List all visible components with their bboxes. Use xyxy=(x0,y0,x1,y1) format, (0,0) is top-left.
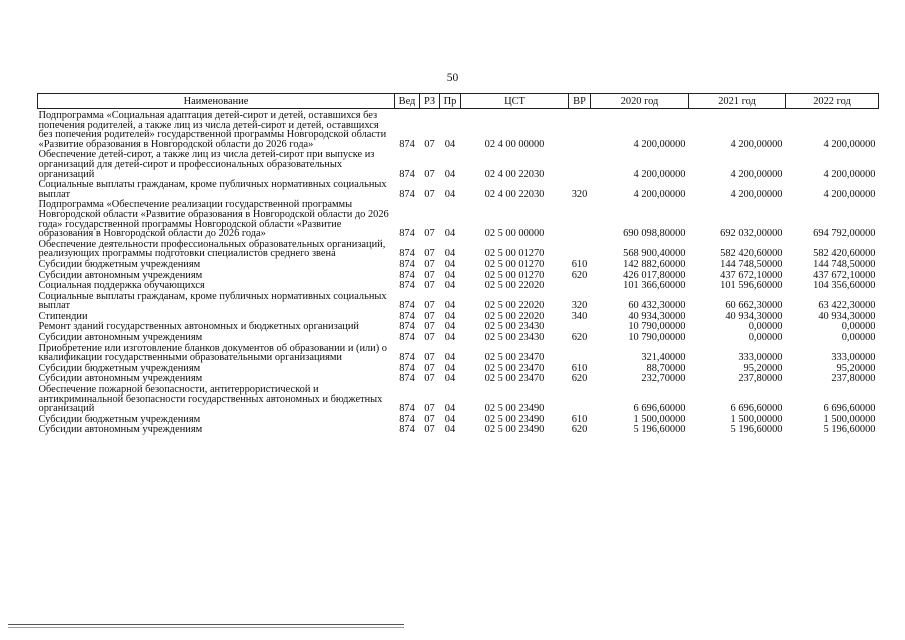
cell-2022: 4 200,00000 xyxy=(823,138,876,150)
cell-cst: 02 5 00 23470 xyxy=(484,362,545,374)
cell-2022: 4 200,00000 xyxy=(823,168,876,180)
cell-2021: 40 934,30000 xyxy=(725,310,783,322)
cell-rz: 07 xyxy=(424,228,435,240)
cell-pr: 04 xyxy=(444,138,456,150)
cell-vr xyxy=(569,240,591,260)
cell-name: Субсидии автономным учреждениям xyxy=(38,269,203,281)
cell-2022: 104 356,60000 xyxy=(813,280,876,292)
cell-2020: 232,70000 xyxy=(641,373,686,385)
table-row xyxy=(38,240,879,260)
cell-2021: 0,00000 xyxy=(748,321,783,333)
cell-2021: 1 500,00000 xyxy=(730,413,783,425)
table-row xyxy=(38,200,879,239)
cell-ved: 874 xyxy=(399,258,415,270)
footer-rule-secondary xyxy=(8,627,404,628)
cell-vr: 320 xyxy=(571,300,588,312)
header-cst: ЦСТ xyxy=(461,94,569,109)
cell-cst: 02 5 00 23490 xyxy=(484,424,545,436)
cell-pr: 04 xyxy=(444,188,456,200)
cell-rz: 07 xyxy=(424,424,435,436)
cell-2020: 1 500,00000 xyxy=(633,413,686,425)
cell-rz: 07 xyxy=(424,362,435,374)
page-number: 50 xyxy=(446,72,459,84)
cell-ved: 874 xyxy=(399,373,415,385)
cell-vr: 620 xyxy=(571,373,588,385)
cell-name: Подпрограмма «Обеспечение реализации государственной программы Новгородской области «Развитие образования в Новгородской области до 2026 года» государственной программы Новгородской области «Развитие образования в Новгородской области до 2026 года» xyxy=(38,199,389,240)
cell-2020: 321,40000 xyxy=(641,352,686,364)
header-vr: ВР xyxy=(569,94,591,109)
cell-rz: 07 xyxy=(424,352,435,364)
cell-pr: 04 xyxy=(444,403,456,415)
cell-rz: 07 xyxy=(424,321,435,333)
cell-2021: 5 196,60000 xyxy=(730,424,783,436)
cell-vr: 610 xyxy=(571,258,588,270)
cell-name: Обеспечение деятельности профессиональных образовательных организаций, реализующих программы подготовки специалистов среднего звена xyxy=(38,238,386,260)
cell-rz: 07 xyxy=(424,168,435,180)
header-ved: Вед xyxy=(395,94,420,109)
table-row xyxy=(38,180,879,200)
header-name: Наименование xyxy=(38,94,395,109)
header-2020: 2020 год xyxy=(591,94,689,109)
cell-cst: 02 5 00 01270 xyxy=(484,258,545,270)
cell-cst: 02 4 00 00000 xyxy=(484,138,545,150)
cell-2022: 144 748,50000 xyxy=(813,258,876,270)
budget-table xyxy=(37,93,879,436)
cell-vr: 320 xyxy=(571,188,588,200)
cell-2020: 101 366,60000 xyxy=(623,280,686,292)
cell-vr: 610 xyxy=(571,362,588,374)
cell-cst: 02 5 00 23470 xyxy=(484,373,545,385)
cell-pr: 04 xyxy=(444,300,456,312)
table-row xyxy=(38,344,879,364)
cell-2021: 144 748,50000 xyxy=(720,258,783,270)
cell-vr xyxy=(569,109,591,151)
cell-cst: 02 5 00 22020 xyxy=(484,310,545,322)
cell-2022: 582 420,60000 xyxy=(813,248,876,260)
cell-vr: 610 xyxy=(571,413,588,425)
cell-rz: 07 xyxy=(424,258,435,270)
cell-name: Субсидии бюджетным учреждениям xyxy=(38,258,201,270)
cell-vr xyxy=(569,344,591,364)
cell-cst: 02 5 00 23430 xyxy=(484,332,545,344)
cell-2022: 40 934,30000 xyxy=(818,310,876,322)
cell-2020: 6 696,60000 xyxy=(633,403,686,415)
cell-2020: 88,70000 xyxy=(646,362,686,374)
cell-2020: 142 882,60000 xyxy=(623,258,686,270)
cell-ved: 874 xyxy=(399,321,415,333)
cell-pr: 04 xyxy=(444,332,456,344)
cell-rz: 07 xyxy=(424,413,435,425)
cell-2022: 63 422,30000 xyxy=(818,300,876,312)
cell-2021: 237,80000 xyxy=(738,373,783,385)
cell-2022: 0,00000 xyxy=(841,332,876,344)
cell-ved: 874 xyxy=(399,413,415,425)
cell-2021: 60 662,30000 xyxy=(725,300,783,312)
table-header-row xyxy=(38,94,879,109)
cell-ved: 874 xyxy=(399,269,415,281)
cell-name: Субсидии бюджетным учреждениям xyxy=(38,413,201,425)
cell-rz: 07 xyxy=(424,248,435,260)
cell-cst: 02 5 00 23430 xyxy=(484,321,545,333)
cell-rz: 07 xyxy=(424,188,435,200)
cell-pr: 04 xyxy=(444,258,456,270)
cell-2020: 690 098,80000 xyxy=(623,228,686,240)
cell-2022: 95,20000 xyxy=(836,362,876,374)
cell-2021: 0,00000 xyxy=(748,332,783,344)
cell-ved: 874 xyxy=(399,362,415,374)
cell-cst: 02 5 00 22020 xyxy=(484,300,545,312)
cell-2020: 4 200,00000 xyxy=(633,188,686,200)
cell-name: Субсидии автономным учреждениям xyxy=(38,424,203,436)
cell-ved: 874 xyxy=(399,403,415,415)
cell-2020: 5 196,60000 xyxy=(633,424,686,436)
cell-name: Приобретение или изготовление бланков документов об образовании и (или) о квалификации государственными образовательными организациями xyxy=(38,342,388,364)
cell-2020: 4 200,00000 xyxy=(633,138,686,150)
cell-name: Обеспечение детей-сирот, а также лиц из числа детей-сирот при выпуске из организаций для детей-сирот и профессиональных образовательных организаций xyxy=(38,149,375,180)
cell-2021: 6 696,60000 xyxy=(730,403,783,415)
cell-ved: 874 xyxy=(399,352,415,364)
header-rz: РЗ xyxy=(420,94,440,109)
cell-ved: 874 xyxy=(399,280,415,292)
cell-name: Субсидии автономным учреждениям xyxy=(38,332,203,344)
cell-cst: 02 4 00 22030 xyxy=(484,188,545,200)
cell-2022: 237,80000 xyxy=(831,373,876,385)
table-row xyxy=(38,150,879,180)
cell-name: Социальные выплаты гражданам, кроме публичных нормативных социальных выплат xyxy=(38,179,387,200)
cell-cst: 02 5 00 01270 xyxy=(484,248,545,260)
cell-2021: 95,20000 xyxy=(743,362,783,374)
cell-ved: 874 xyxy=(399,138,415,150)
cell-pr: 04 xyxy=(444,321,456,333)
header-pr: Пр xyxy=(440,94,461,109)
cell-rz: 07 xyxy=(424,310,435,322)
cell-name: Субсидии бюджетным учреждениям xyxy=(38,362,201,374)
cell-ved: 874 xyxy=(399,424,415,436)
cell-pr: 04 xyxy=(444,373,456,385)
cell-vr xyxy=(569,150,591,180)
cell-ved: 874 xyxy=(399,332,415,344)
cell-name: Подпрограмма «Социальная адаптация детей-сирот и детей, оставшихся без попечения родителей, а также лиц из числа детей-сирот и детей, оставшихся без попечения родителей» государственной программы Новгородской области «Развитие образования в Новгородской области до 2026 года» xyxy=(38,110,387,150)
cell-cst: 02 5 00 23470 xyxy=(484,352,545,364)
cell-ved: 874 xyxy=(399,248,415,260)
cell-2022: 6 696,60000 xyxy=(823,403,876,415)
cell-pr: 04 xyxy=(444,310,456,322)
table-row xyxy=(38,425,879,436)
cell-2021: 692 032,00000 xyxy=(720,228,783,240)
cell-cst: 02 5 00 22020 xyxy=(484,280,545,292)
cell-2022: 694 792,00000 xyxy=(813,228,876,240)
cell-2022: 5 196,60000 xyxy=(823,424,876,436)
cell-pr: 04 xyxy=(444,248,456,260)
table-body xyxy=(38,109,879,437)
cell-ved: 874 xyxy=(399,228,415,240)
cell-2022: 437 672,10000 xyxy=(813,269,876,281)
cell-rz: 07 xyxy=(424,332,435,344)
cell-vr xyxy=(569,385,591,415)
cell-rz: 07 xyxy=(424,403,435,415)
cell-pr: 04 xyxy=(444,168,456,180)
table-row xyxy=(38,385,879,415)
cell-cst: 02 4 00 22030 xyxy=(484,168,545,180)
cell-rz: 07 xyxy=(424,269,435,281)
table-row xyxy=(38,260,879,271)
cell-2020: 10 790,00000 xyxy=(628,332,686,344)
cell-2021: 101 596,60000 xyxy=(720,280,783,292)
cell-2020: 40 934,30000 xyxy=(628,310,686,322)
cell-2021: 4 200,00000 xyxy=(730,168,783,180)
cell-pr: 04 xyxy=(444,352,456,364)
cell-name: Субсидии автономным учреждениям xyxy=(38,373,203,385)
cell-ved: 874 xyxy=(399,188,415,200)
cell-vr: 620 xyxy=(571,332,588,344)
cell-name: Ремонт зданий государственных автономных и бюджетных организаций xyxy=(38,321,359,333)
cell-vr: 340 xyxy=(571,310,588,322)
cell-pr: 04 xyxy=(444,228,456,240)
cell-2020: 4 200,00000 xyxy=(633,168,686,180)
cell-pr: 04 xyxy=(444,280,456,292)
cell-vr: 620 xyxy=(571,424,588,436)
cell-2021: 4 200,00000 xyxy=(730,138,783,150)
cell-rz: 07 xyxy=(424,373,435,385)
cell-2022: 4 200,00000 xyxy=(823,188,876,200)
table-row xyxy=(38,292,879,312)
cell-name: Стипендии xyxy=(38,310,88,322)
cell-2021: 437 672,10000 xyxy=(720,269,783,281)
cell-cst: 02 5 00 00000 xyxy=(484,228,545,240)
cell-name: Социальные выплаты гражданам, кроме публичных нормативных социальных выплат xyxy=(38,290,387,312)
header-2021: 2021 год xyxy=(689,94,786,109)
cell-rz: 07 xyxy=(424,280,435,292)
cell-vr xyxy=(569,200,591,239)
cell-cst: 02 5 00 23490 xyxy=(484,403,545,415)
cell-name: Социальная поддержка обучающихся xyxy=(38,280,205,292)
cell-vr xyxy=(569,281,591,292)
cell-2022: 0,00000 xyxy=(841,321,876,333)
cell-2022: 333,00000 xyxy=(831,352,876,364)
cell-ved: 874 xyxy=(399,168,415,180)
cell-cst: 02 5 00 23490 xyxy=(484,413,545,425)
cell-2020: 426 017,80000 xyxy=(623,269,686,281)
cell-vr: 620 xyxy=(571,269,588,281)
cell-ved: 874 xyxy=(399,310,415,322)
header-2022: 2022 год xyxy=(786,94,879,109)
cell-cst: 02 5 00 01270 xyxy=(484,269,545,281)
cell-2021: 582 420,60000 xyxy=(720,248,783,260)
footer-rule xyxy=(8,624,404,625)
cell-2020: 10 790,00000 xyxy=(628,321,686,333)
cell-pr: 04 xyxy=(444,362,456,374)
cell-2021: 4 200,00000 xyxy=(730,188,783,200)
cell-2020: 60 432,30000 xyxy=(628,300,686,312)
cell-rz: 07 xyxy=(424,300,435,312)
cell-2022: 1 500,00000 xyxy=(823,413,876,425)
cell-rz: 07 xyxy=(424,138,435,150)
cell-pr: 04 xyxy=(444,424,456,436)
cell-name: Обеспечение пожарной безопасности, антитеррористической и антикриминальной безопасности государственных автономных и бюджетных организаций xyxy=(38,384,383,415)
cell-pr: 04 xyxy=(444,413,456,425)
cell-ved: 874 xyxy=(399,300,415,312)
table-row xyxy=(38,109,879,151)
cell-pr: 04 xyxy=(444,269,456,281)
cell-2021: 333,00000 xyxy=(738,352,783,364)
cell-2020: 568 900,40000 xyxy=(623,248,686,260)
